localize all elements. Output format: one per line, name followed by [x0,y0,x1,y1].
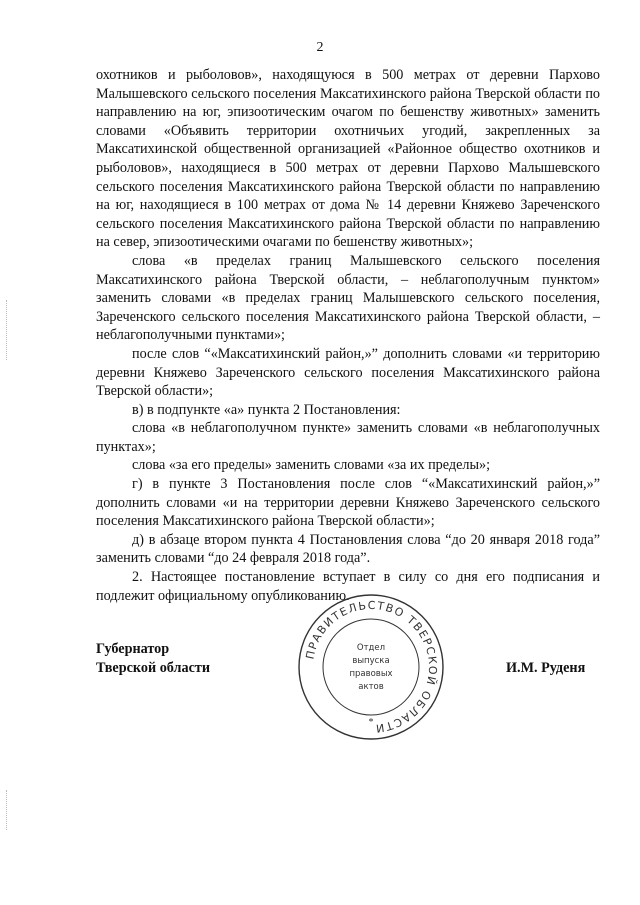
stamp-star: * [368,717,374,728]
signature-region: Тверской области [96,659,211,676]
stamp-center-text [349,643,392,692]
official-stamp [296,592,446,742]
paragraph: д) в абзаце втором пункта 4 Постановления слова “до 20 января 2018 года” заменить словами “до 24 февраля 2018 года”. [96,531,600,567]
paragraph: после слов “«Максатихинский район,»” дополнить словами «и территорию деревни Княжево Зареченского сельского поселения Максатихинского района Тверской области»; [96,345,600,400]
stamp-inner-ring [323,619,419,715]
stamp-ring-text: ПРАВИТЕЛЬСТВО ТВЕРСКОЙ ОБЛАСТИ [303,598,440,736]
paragraph: в) в подпункте «а» пункта 2 Постановления: [132,401,401,418]
signatory-name: И.М. Руденя [506,660,586,676]
margin-scan-marks [6,300,8,360]
stamp-center-line: выпуска [352,656,390,666]
stamp-center-line: Отдел [356,643,386,653]
margin-scan-marks [6,790,8,830]
signature-title: Губернатор [96,641,170,657]
page-number: 2 [316,40,324,55]
document-body [96,66,600,605]
signature-position [96,640,210,677]
stamp-center-line: правовых [349,669,393,679]
stamp-center-line: актов [358,682,384,692]
paragraph: охотников и рыболовов», находящуюся в 500 метрах от деревни Пархово Малышевского сельского поселения Максатихинского района Тверской области по направлению на юг, эпизоотическим очагом по бешенству животных» заменить словами «Объявить территории охотничьих угодий, закрепленных за Максатихинской общественной организацией «Районное общество охотников и рыболовов», находящиеся в 500 метрах от деревни Пархово Малышевского сельского поселения Максатихинского района Тверской области по направлению на юг, находящиеся в 100 метрах от дома № 14 деревни Княжево Зареченского сельского поселения Максатихинского района Тверской области по направлению на север, эпизоотическими очагами по бешенству животных»; [96,67,600,251]
paragraph: слова «в пределах границ Малышевского сельского поселения Максатихинского района Тверской области, – неблагополучным пунктом» заменить словами «в пределах границ Малышевского сельского поселения, Зареченского сельского поселения Максатихинского района Тверской области, – неблагополучными пунктами»; [96,252,600,344]
paragraph: слова «в неблагополучном пункте» заменить словами «в неблагополучных пунктах»; [96,420,600,455]
paragraph: 2. Настоящее постановление вступает в силу со дня его подписания и подлежит официальному опубликованию. [96,569,600,604]
paragraph: слова «за его пределы» заменить словами «за их пределы»; [132,457,491,474]
paragraph: г) в пункте 3 Постановления после слов “«Максатихинский район,»” дополнить словами «и на территории деревни Княжево Зареченского сельского поселения Максатихинского района Тверской области»; [96,476,600,530]
